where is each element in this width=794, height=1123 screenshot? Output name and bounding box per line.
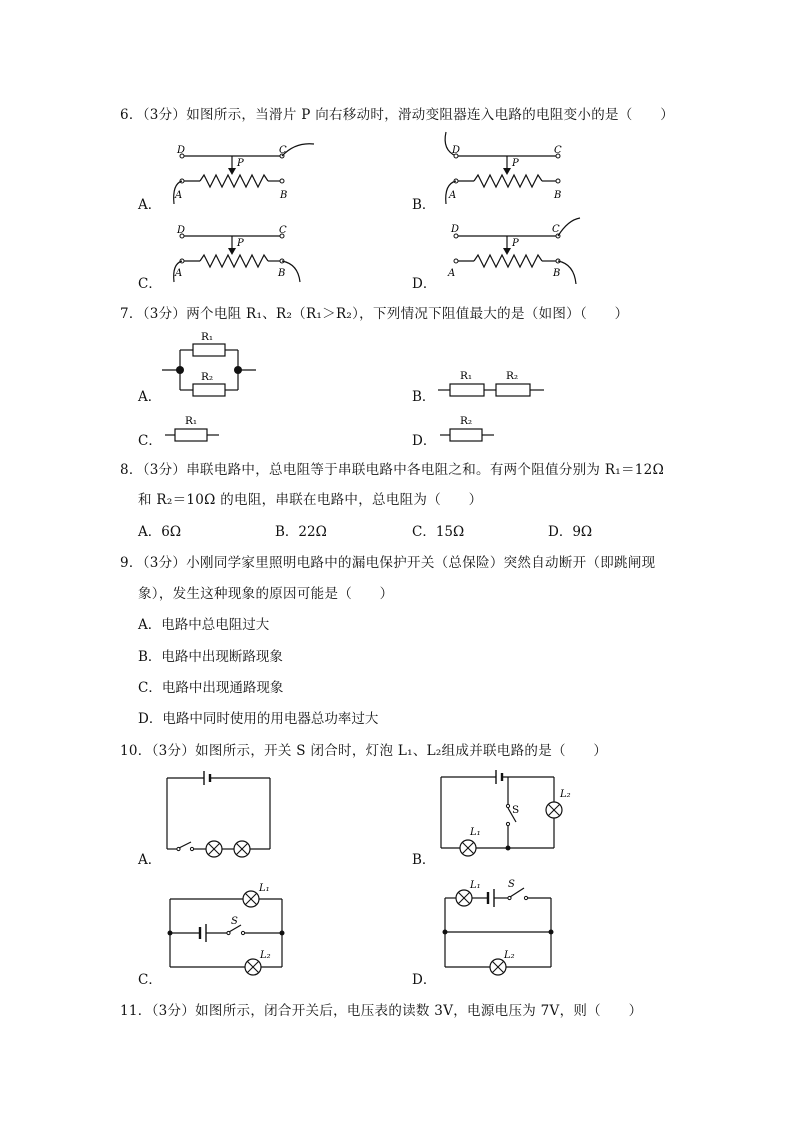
label-s: S [231,916,238,927]
question-8-stem-line-1: 8．（3分）串联电路中，总电阻等于串联电路中各电阻之和。有两个阻值分别为 R₁＝12Ω [120,462,665,478]
q8-option-a: A．6Ω [138,524,182,540]
label-l1: L₁ [259,883,270,894]
q7-r1-resistor-diagram [163,412,227,444]
label-r1: R₁ [201,331,214,343]
label-r1: R₁ [460,370,473,382]
q7-option-b-label: B． [412,389,436,405]
label-a: A [449,190,457,201]
label-b: B [554,190,562,201]
question-8-stem-line-2: 和 R₂＝10Ω 的电阻，串联在电路中，总电阻为（ ） [138,492,483,508]
q7-series-resistors-diagram [436,368,548,400]
label-s: S [512,804,520,816]
label-p: P [512,158,519,169]
q10-circuit-diagram-d [438,874,563,978]
question-9-stem-line-1: 9．（3分）小刚同学家里照明电路中的漏电保护开关（总保险）突然自动断开（即跳闸现 [120,555,656,571]
label-c: C [552,224,560,235]
q10-branch-circuit-diagram-b [436,762,586,858]
label-r1: R₁ [185,415,198,427]
label-l2: L₂ [260,950,271,961]
q6-option-c-label: C． [138,276,162,292]
q10-option-c-label: C． [138,972,162,988]
q9-option-a: A．电路中总电阻过大 [138,617,270,633]
label-c: C [279,225,287,236]
label-r2: R₂ [506,370,519,382]
label-d: D [452,145,461,156]
q10-option-d-label: D． [412,972,437,988]
q9-option-d: D．电路中同时使用的用电器总功率过大 [138,711,379,727]
question-6-stem: 6．（3分）如图所示，当滑片 P 向右移动时，滑动变阻器连入电路的电阻变小的是（ ） [120,107,674,123]
label-d: D [451,224,460,235]
q9-option-b: B．电路中出现断路现象 [138,649,283,665]
label-l2: L₂ [560,789,571,800]
label-c: C [554,145,562,156]
q6-option-b-label: B． [412,197,436,213]
question-11-stem: 11．（3分）如图所示，闭合开关后，电压表的读数 3V，电源电压为 7V，则（ ） [120,1003,643,1019]
q6-option-a-label: A． [138,197,162,213]
label-a: A [175,190,183,201]
question-9-stem-line-2: 象），发生这种现象的原因可能是（ ） [138,586,394,602]
q10-parallel-circuit-diagram-c [163,876,288,978]
question-7-stem: 7．（3分）两个电阻 R₁、R₂（R₁＞R₂），下列情况下阻值最大的是（如图）（ ） [120,306,629,322]
q7-parallel-resistors-diagram [160,328,260,403]
label-p: P [512,238,519,249]
q7-option-a-label: A． [138,389,162,405]
q6-option-d-label: D． [412,276,437,292]
q10-option-b-label: B． [412,852,436,868]
label-c: C [279,145,287,156]
question-10-stem: 10．（3分）如图所示，开关 S 闭合时，灯泡 L₁、L₂组成并联电路的是（ ） [120,743,608,759]
label-d: D [177,145,186,156]
q6-rheostat-diagram-c [170,220,320,285]
label-l1: L₁ [470,827,481,838]
q7-option-c-label: C． [138,433,162,449]
label-l2: L₂ [504,950,515,961]
label-b: B [553,268,561,279]
label-b: B [278,268,286,279]
q8-option-b: B．22Ω [275,524,327,540]
q8-option-d: D．9Ω [548,524,593,540]
label-a: A [175,268,183,279]
label-s: S [508,879,515,890]
label-r2: R₂ [460,415,473,427]
q7-option-d-label: D． [412,433,437,449]
q6-rheostat-diagram-a [170,140,320,205]
q6-rheostat-diagram-d [440,214,590,286]
label-p: P [237,238,244,249]
q9-option-c: C．电路中出现通路现象 [138,680,284,696]
label-d: D [177,225,186,236]
label-a: A [448,268,456,279]
q10-series-circuit-diagram [160,766,275,858]
q7-r2-resistor-diagram [438,412,502,444]
label-b: B [280,190,288,201]
label-r2: R₂ [201,371,214,383]
q10-option-a-label: A． [138,852,162,868]
label-l1: L₁ [470,880,481,891]
q8-option-c: C．15Ω [412,524,465,540]
q6-rheostat-diagram-b [440,130,590,205]
label-p: P [237,158,244,169]
